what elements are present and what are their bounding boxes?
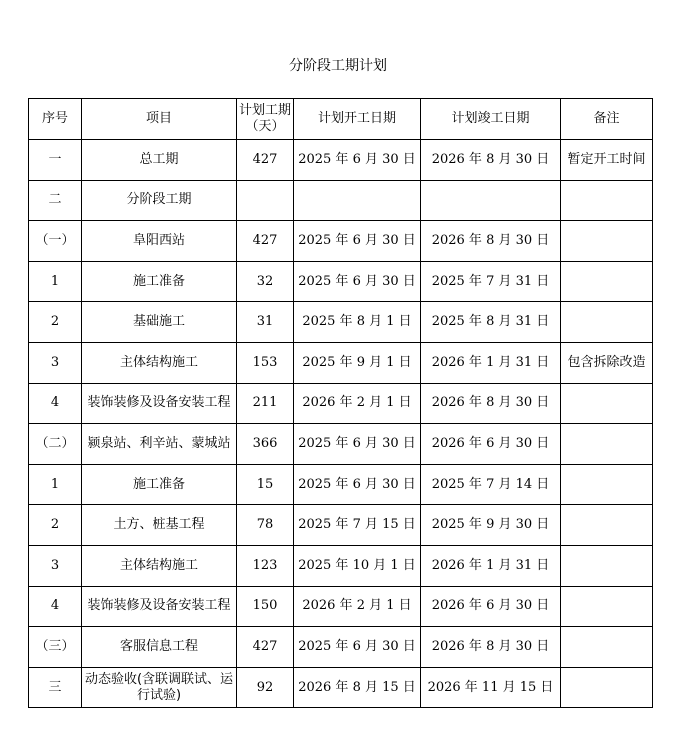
row-note bbox=[561, 221, 653, 262]
row-no: （一） bbox=[29, 221, 82, 262]
schedule-table bbox=[28, 98, 653, 708]
row-start: 2025 年 10 月 1 日 bbox=[294, 545, 421, 586]
row-start: 2025 年 7 月 15 日 bbox=[294, 505, 421, 546]
row-note bbox=[561, 383, 653, 424]
row-no: 1 bbox=[29, 464, 82, 505]
row-note bbox=[561, 180, 653, 221]
row-no: 2 bbox=[29, 302, 82, 343]
row-days bbox=[237, 180, 294, 221]
row-start: 2025 年 6 月 30 日 bbox=[294, 261, 421, 302]
row-end: 2025 年 7 月 14 日 bbox=[421, 464, 561, 505]
table-row bbox=[29, 627, 653, 668]
row-note: 包含拆除改造 bbox=[561, 342, 653, 383]
row-item: 主体结构施工 bbox=[82, 545, 237, 586]
row-no: 3 bbox=[29, 342, 82, 383]
row-end: 2026 年 8 月 30 日 bbox=[421, 627, 561, 668]
row-start: 2025 年 8 月 1 日 bbox=[294, 302, 421, 343]
row-end: 2026 年 8 月 30 日 bbox=[421, 383, 561, 424]
row-days: 123 bbox=[237, 545, 294, 586]
row-start: 2025 年 6 月 30 日 bbox=[294, 424, 421, 465]
row-note bbox=[561, 464, 653, 505]
row-note bbox=[561, 586, 653, 627]
row-days: 427 bbox=[237, 140, 294, 181]
page-title: 分阶段工期计划 bbox=[289, 58, 387, 74]
row-end: 2026 年 8 月 30 日 bbox=[421, 221, 561, 262]
row-note bbox=[561, 302, 653, 343]
row-end: 2026 年 11 月 15 日 bbox=[421, 667, 561, 708]
header-item: 项目 bbox=[82, 99, 237, 140]
table-row bbox=[29, 586, 653, 627]
row-no: 4 bbox=[29, 586, 82, 627]
table-row bbox=[29, 545, 653, 586]
row-item: 客服信息工程 bbox=[82, 627, 237, 668]
row-note bbox=[561, 627, 653, 668]
row-end bbox=[421, 180, 561, 221]
row-note bbox=[561, 667, 653, 708]
row-start: 2025 年 6 月 30 日 bbox=[294, 464, 421, 505]
row-days: 15 bbox=[237, 464, 294, 505]
row-no: 1 bbox=[29, 261, 82, 302]
row-end: 2026 年 6 月 30 日 bbox=[421, 586, 561, 627]
header-days: 计划工期（天） bbox=[237, 99, 294, 140]
row-end: 2025 年 7 月 31 日 bbox=[421, 261, 561, 302]
row-days: 153 bbox=[237, 342, 294, 383]
row-days: 150 bbox=[237, 586, 294, 627]
row-days: 32 bbox=[237, 261, 294, 302]
row-days: 366 bbox=[237, 424, 294, 465]
row-end: 2025 年 9 月 30 日 bbox=[421, 505, 561, 546]
row-no: 一 bbox=[29, 140, 82, 181]
table-row bbox=[29, 464, 653, 505]
row-start: 2026 年 2 月 1 日 bbox=[294, 586, 421, 627]
row-item: 土方、桩基工程 bbox=[82, 505, 237, 546]
row-item: 装饰装修及设备安装工程 bbox=[82, 586, 237, 627]
row-end: 2026 年 8 月 30 日 bbox=[421, 140, 561, 181]
row-item: 施工准备 bbox=[82, 464, 237, 505]
row-days: 78 bbox=[237, 505, 294, 546]
row-start: 2025 年 6 月 30 日 bbox=[294, 221, 421, 262]
row-end: 2026 年 1 月 31 日 bbox=[421, 342, 561, 383]
row-note bbox=[561, 505, 653, 546]
header-start: 计划开工日期 bbox=[294, 99, 421, 140]
row-start: 2025 年 6 月 30 日 bbox=[294, 140, 421, 181]
row-start: 2026 年 2 月 1 日 bbox=[294, 383, 421, 424]
row-start: 2026 年 8 月 15 日 bbox=[294, 667, 421, 708]
table-row bbox=[29, 261, 653, 302]
row-days: 211 bbox=[237, 383, 294, 424]
row-item: 颍泉站、利辛站、蒙城站 bbox=[82, 424, 237, 465]
row-end: 2026 年 6 月 30 日 bbox=[421, 424, 561, 465]
table-row bbox=[29, 221, 653, 262]
table-row bbox=[29, 424, 653, 465]
header-row bbox=[29, 99, 653, 140]
row-note bbox=[561, 424, 653, 465]
row-days: 427 bbox=[237, 221, 294, 262]
row-note bbox=[561, 545, 653, 586]
row-start bbox=[294, 180, 421, 221]
row-days: 92 bbox=[237, 667, 294, 708]
row-item: 装饰装修及设备安装工程 bbox=[82, 383, 237, 424]
table-row bbox=[29, 505, 653, 546]
row-no: 3 bbox=[29, 545, 82, 586]
header-note: 备注 bbox=[561, 99, 653, 140]
table-row bbox=[29, 383, 653, 424]
row-item: 总工期 bbox=[82, 140, 237, 181]
row-start: 2025 年 6 月 30 日 bbox=[294, 627, 421, 668]
row-no: 二 bbox=[29, 180, 82, 221]
row-item: 主体结构施工 bbox=[82, 342, 237, 383]
row-days: 31 bbox=[237, 302, 294, 343]
row-end: 2025 年 8 月 31 日 bbox=[421, 302, 561, 343]
table-row bbox=[29, 140, 653, 181]
row-item: 基础施工 bbox=[82, 302, 237, 343]
row-no: 4 bbox=[29, 383, 82, 424]
row-no: （二） bbox=[29, 424, 82, 465]
row-note bbox=[561, 261, 653, 302]
row-item: 动态验收(含联调联试、运行试验) bbox=[82, 667, 237, 708]
row-days: 427 bbox=[237, 627, 294, 668]
row-no: （三） bbox=[29, 627, 82, 668]
row-item: 施工准备 bbox=[82, 261, 237, 302]
header-end: 计划竣工日期 bbox=[421, 99, 561, 140]
row-no: 三 bbox=[29, 667, 82, 708]
table-row bbox=[29, 667, 653, 708]
row-item: 阜阳西站 bbox=[82, 221, 237, 262]
row-item: 分阶段工期 bbox=[82, 180, 237, 221]
table-row bbox=[29, 302, 653, 343]
row-start: 2025 年 9 月 1 日 bbox=[294, 342, 421, 383]
header-no: 序号 bbox=[29, 99, 82, 140]
row-end: 2026 年 1 月 31 日 bbox=[421, 545, 561, 586]
table-row bbox=[29, 180, 653, 221]
row-note: 暂定开工时间 bbox=[561, 140, 653, 181]
row-no: 2 bbox=[29, 505, 82, 546]
table-row bbox=[29, 342, 653, 383]
